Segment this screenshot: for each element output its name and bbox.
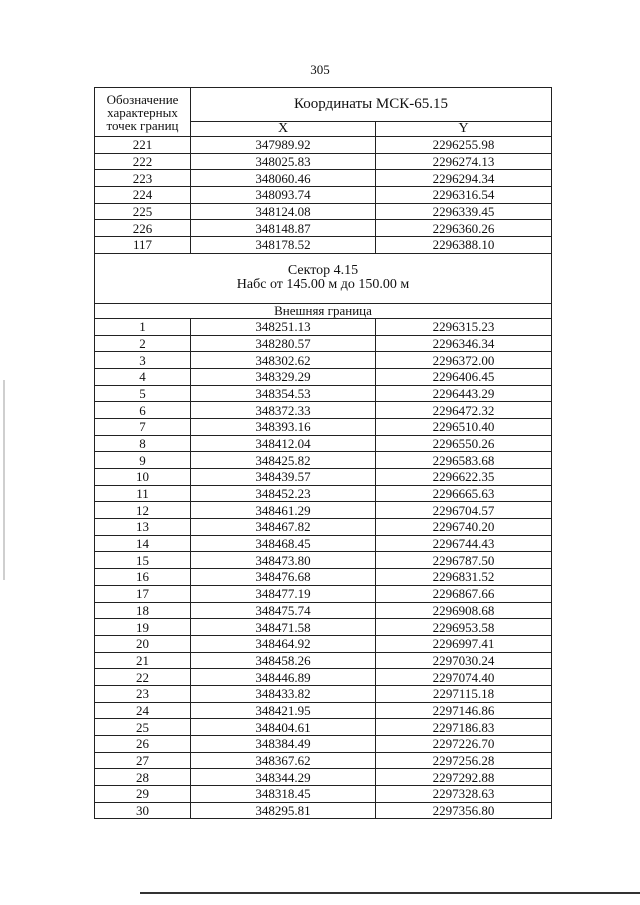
y-coordinate-cell: 2296831.52 bbox=[376, 569, 552, 586]
y-coordinate-cell: 2296867.66 bbox=[376, 585, 552, 602]
table-row bbox=[95, 685, 552, 702]
y-coordinate-cell: 2296787.50 bbox=[376, 552, 552, 569]
x-coordinate-cell: 348251.13 bbox=[191, 318, 376, 335]
x-coordinate-cell: 348404.61 bbox=[191, 719, 376, 736]
table-row bbox=[95, 187, 552, 204]
y-coordinate-cell: 2297256.28 bbox=[376, 752, 552, 769]
table-row bbox=[95, 569, 552, 586]
sector-row bbox=[95, 253, 552, 303]
x-coordinate-cell: 348148.87 bbox=[191, 220, 376, 237]
x-coordinate-cell: 348329.29 bbox=[191, 368, 376, 385]
point-number-cell: 2 bbox=[95, 335, 191, 352]
point-number-cell: 223 bbox=[95, 170, 191, 187]
x-coordinate-cell: 348433.82 bbox=[191, 685, 376, 702]
table-row bbox=[95, 220, 552, 237]
y-coordinate-cell: 2297074.40 bbox=[376, 669, 552, 686]
table-row bbox=[95, 418, 552, 435]
point-number-cell: 117 bbox=[95, 237, 191, 254]
table-row bbox=[95, 452, 552, 469]
y-coordinate-cell: 2297226.70 bbox=[376, 736, 552, 753]
x-coordinate-cell: 348393.16 bbox=[191, 418, 376, 435]
point-number-cell: 22 bbox=[95, 669, 191, 686]
x-coordinate-cell: 348302.62 bbox=[191, 352, 376, 369]
sector-cell bbox=[95, 253, 552, 303]
x-coordinate-cell: 348280.57 bbox=[191, 335, 376, 352]
header-coordinates-title: Координаты МСК-65.15 bbox=[191, 88, 552, 122]
point-number-cell: 17 bbox=[95, 585, 191, 602]
x-coordinate-cell: 348421.95 bbox=[191, 702, 376, 719]
x-coordinate-cell: 348025.83 bbox=[191, 153, 376, 170]
y-coordinate-cell: 2296740.20 bbox=[376, 519, 552, 536]
x-coordinate-cell: 348344.29 bbox=[191, 769, 376, 786]
y-coordinate-cell: 2296550.26 bbox=[376, 435, 552, 452]
table-row bbox=[95, 385, 552, 402]
point-number-cell: 14 bbox=[95, 535, 191, 552]
table-row bbox=[95, 519, 552, 536]
x-coordinate-cell: 348467.82 bbox=[191, 519, 376, 536]
table-row bbox=[95, 368, 552, 385]
point-number-cell: 1 bbox=[95, 318, 191, 335]
y-coordinate-cell: 2296704.57 bbox=[376, 502, 552, 519]
table-row bbox=[95, 736, 552, 753]
y-coordinate-cell: 2297146.86 bbox=[376, 702, 552, 719]
table-row bbox=[95, 786, 552, 803]
point-number-cell: 15 bbox=[95, 552, 191, 569]
point-number-cell: 12 bbox=[95, 502, 191, 519]
point-number-cell: 3 bbox=[95, 352, 191, 369]
y-coordinate-cell: 2296953.58 bbox=[376, 619, 552, 636]
scan-edge-mark bbox=[3, 380, 5, 580]
x-coordinate-cell: 348468.45 bbox=[191, 535, 376, 552]
y-coordinate-cell: 2296443.29 bbox=[376, 385, 552, 402]
y-coordinate-cell: 2296255.98 bbox=[376, 137, 552, 154]
point-number-cell: 224 bbox=[95, 187, 191, 204]
table-row bbox=[95, 203, 552, 220]
y-coordinate-cell: 2296744.43 bbox=[376, 535, 552, 552]
x-coordinate-cell: 348425.82 bbox=[191, 452, 376, 469]
y-coordinate-cell: 2297328.63 bbox=[376, 786, 552, 803]
sector-height-range: Набс от 145.00 м до 150.00 м bbox=[236, 277, 410, 293]
table-row bbox=[95, 469, 552, 486]
y-coordinate-cell: 2296339.45 bbox=[376, 203, 552, 220]
header-col-y: Y bbox=[376, 122, 552, 137]
y-coordinate-cell: 2297292.88 bbox=[376, 769, 552, 786]
y-coordinate-cell: 2296274.13 bbox=[376, 153, 552, 170]
table-row bbox=[95, 552, 552, 569]
bottom-rule bbox=[140, 892, 640, 894]
table-body bbox=[95, 88, 552, 819]
point-number-cell: 10 bbox=[95, 469, 191, 486]
x-coordinate-cell: 348477.19 bbox=[191, 585, 376, 602]
table-row bbox=[95, 137, 552, 154]
table-row bbox=[95, 752, 552, 769]
x-coordinate-cell: 348318.45 bbox=[191, 786, 376, 803]
x-coordinate-cell: 348093.74 bbox=[191, 187, 376, 204]
x-coordinate-cell: 348458.26 bbox=[191, 652, 376, 669]
y-coordinate-cell: 2296294.34 bbox=[376, 170, 552, 187]
table-row bbox=[95, 769, 552, 786]
y-coordinate-cell: 2296510.40 bbox=[376, 418, 552, 435]
y-coordinate-cell: 2297115.18 bbox=[376, 685, 552, 702]
page-number: 305 bbox=[310, 62, 330, 77]
x-coordinate-cell: 347989.92 bbox=[191, 137, 376, 154]
point-number-cell: 30 bbox=[95, 802, 191, 819]
x-coordinate-cell: 348464.92 bbox=[191, 635, 376, 652]
x-coordinate-cell: 348461.29 bbox=[191, 502, 376, 519]
point-number-cell: 24 bbox=[95, 702, 191, 719]
point-number-cell: 8 bbox=[95, 435, 191, 452]
boundary-row bbox=[95, 303, 552, 318]
x-coordinate-cell: 348452.23 bbox=[191, 485, 376, 502]
x-coordinate-cell: 348384.49 bbox=[191, 736, 376, 753]
point-number-cell: 6 bbox=[95, 402, 191, 419]
x-coordinate-cell: 348476.68 bbox=[191, 569, 376, 586]
table-row bbox=[95, 485, 552, 502]
table-row bbox=[95, 435, 552, 452]
x-coordinate-cell: 348446.89 bbox=[191, 669, 376, 686]
point-number-cell: 20 bbox=[95, 635, 191, 652]
x-coordinate-cell: 348367.62 bbox=[191, 752, 376, 769]
y-coordinate-cell: 2297356.80 bbox=[376, 802, 552, 819]
y-coordinate-cell: 2297030.24 bbox=[376, 652, 552, 669]
table-row bbox=[95, 318, 552, 335]
table-row bbox=[95, 669, 552, 686]
point-number-cell: 19 bbox=[95, 619, 191, 636]
point-number-cell: 18 bbox=[95, 602, 191, 619]
table-row bbox=[95, 602, 552, 619]
y-coordinate-cell: 2296315.23 bbox=[376, 318, 552, 335]
table-row bbox=[95, 237, 552, 254]
x-coordinate-cell: 348354.53 bbox=[191, 385, 376, 402]
x-coordinate-cell: 348473.80 bbox=[191, 552, 376, 569]
x-coordinate-cell: 348178.52 bbox=[191, 237, 376, 254]
point-number-cell: 7 bbox=[95, 418, 191, 435]
x-coordinate-cell: 348060.46 bbox=[191, 170, 376, 187]
table-row bbox=[95, 652, 552, 669]
point-number-cell: 4 bbox=[95, 368, 191, 385]
point-number-cell: 23 bbox=[95, 685, 191, 702]
sector-title: Сектор 4.15 bbox=[287, 263, 359, 279]
point-number-cell: 25 bbox=[95, 719, 191, 736]
y-coordinate-cell: 2296360.26 bbox=[376, 220, 552, 237]
y-coordinate-cell: 2296622.35 bbox=[376, 469, 552, 486]
point-number-cell: 13 bbox=[95, 519, 191, 536]
y-coordinate-cell: 2296388.10 bbox=[376, 237, 552, 254]
point-number-cell: 26 bbox=[95, 736, 191, 753]
y-coordinate-cell: 2296316.54 bbox=[376, 187, 552, 204]
table-row bbox=[95, 802, 552, 819]
y-coordinate-cell: 2296665.63 bbox=[376, 485, 552, 502]
table-row bbox=[95, 619, 552, 636]
header-designation: Обозначение характерных точек границ bbox=[95, 88, 191, 137]
point-number-cell: 29 bbox=[95, 786, 191, 803]
coordinates-table bbox=[94, 87, 552, 819]
point-number-cell: 11 bbox=[95, 485, 191, 502]
point-number-cell: 225 bbox=[95, 203, 191, 220]
x-coordinate-cell: 348412.04 bbox=[191, 435, 376, 452]
header-row-coords bbox=[95, 88, 552, 122]
y-coordinate-cell: 2296372.00 bbox=[376, 352, 552, 369]
y-coordinate-cell: 2296472.32 bbox=[376, 402, 552, 419]
table-row bbox=[95, 402, 552, 419]
table-row bbox=[95, 335, 552, 352]
table-row bbox=[95, 153, 552, 170]
x-coordinate-cell: 348439.57 bbox=[191, 469, 376, 486]
x-coordinate-cell: 348372.33 bbox=[191, 402, 376, 419]
point-number-cell: 9 bbox=[95, 452, 191, 469]
x-coordinate-cell: 348295.81 bbox=[191, 802, 376, 819]
point-number-cell: 16 bbox=[95, 569, 191, 586]
table-row bbox=[95, 502, 552, 519]
y-coordinate-cell: 2296346.34 bbox=[376, 335, 552, 352]
y-coordinate-cell: 2296406.45 bbox=[376, 368, 552, 385]
table-row bbox=[95, 702, 552, 719]
table-row bbox=[95, 352, 552, 369]
table-row bbox=[95, 719, 552, 736]
y-coordinate-cell: 2296908.68 bbox=[376, 602, 552, 619]
point-number-cell: 28 bbox=[95, 769, 191, 786]
table-row bbox=[95, 635, 552, 652]
point-number-cell: 27 bbox=[95, 752, 191, 769]
x-coordinate-cell: 348124.08 bbox=[191, 203, 376, 220]
table-row bbox=[95, 585, 552, 602]
boundary-label: Внешняя граница bbox=[95, 303, 552, 318]
table-row bbox=[95, 170, 552, 187]
point-number-cell: 221 bbox=[95, 137, 191, 154]
point-number-cell: 222 bbox=[95, 153, 191, 170]
point-number-cell: 226 bbox=[95, 220, 191, 237]
table-row bbox=[95, 535, 552, 552]
x-coordinate-cell: 348471.58 bbox=[191, 619, 376, 636]
y-coordinate-cell: 2297186.83 bbox=[376, 719, 552, 736]
x-coordinate-cell: 348475.74 bbox=[191, 602, 376, 619]
point-number-cell: 5 bbox=[95, 385, 191, 402]
point-number-cell: 21 bbox=[95, 652, 191, 669]
header-col-x: X bbox=[191, 122, 376, 137]
y-coordinate-cell: 2296583.68 bbox=[376, 452, 552, 469]
y-coordinate-cell: 2296997.41 bbox=[376, 635, 552, 652]
